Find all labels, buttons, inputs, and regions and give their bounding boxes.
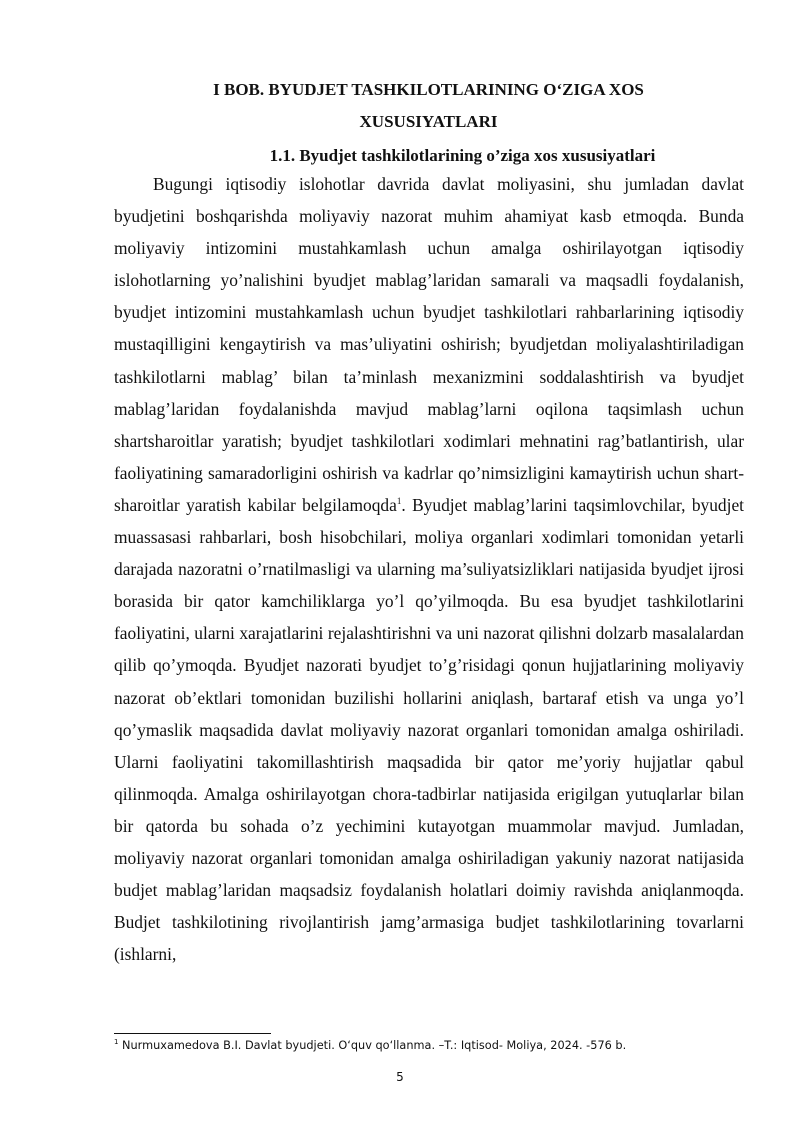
section-title: 1.1. Byudjet tashkilotlarining o’ziga xos xususiyatlari xyxy=(269,146,656,165)
footnote-text: Nurmuxamedova B.I. Davlat byudjeti. O‘quv qo‘llanma. –T.: Iqtisod- Moliya, 2024. -576 b. xyxy=(118,1039,627,1052)
footnote-reference[interactable]: 1 xyxy=(396,496,402,507)
chapter-title-line-2: XUSUSIYATLARI xyxy=(359,112,498,131)
chapter-title-line-1: I BOB. BYUDJET TASHKILOTLARINING O‘ZIGA XOS xyxy=(213,80,644,99)
page-number: 5 xyxy=(396,1070,404,1084)
footnote xyxy=(114,1038,744,1054)
body-text-part-2: . Byudjet mablag’larini taqsimlovchilar, byudjet muassasasi rahbarlari, bosh hisobchilari, moliya organlari xodimlari tomonidan yetarli darajada nazoratni o’rnatilmasligi va ularning ma’suliyatsizliklari natijasida byudjet ijrosi borasida bir qator kamchiliklarga yo’l qo’yilmoqda. Bu esa byudjet tashkilotlarini faoliyatini, ularni xarajatlarini rejalashtirishni va uni nazorat qilishni dolzarb masalalardan qilib qo’ymoqda. Byudjet nazorati byudjet to’g’risidagi qonun hujjatlarining moliyaviy nazorat ob’ektlari tomonidan buzilishi hollarini aniqlash, bartaraf etish va unga yo’l qo’ymaslik maqsadida davlat moliyaviy nazorat organlari tomonidan amalga oshiriladi. Ularni faoliyatini takomillashtirish maqsadida bir qator me’yoriy hujjatlar qabul qilinmoqda. Amalga oshirilayotgan chora-tadbirlar natijasida erigilgan yutuqlarlar bilan bir qatorda bu sohada o’z yechimini kutayotgan muammolar mavjud. Jumladan, moliyaviy nazorat organlari tomonidan amalga oshiriladigan yakuniy nazorat natijasida budjet mablag’laridan maqsadsiz foydalanish holatlari doimiy ravishda aniqlanmoqda. Budjet tashkilotining rivojlantirish jamg’armasiga budjet tashkilotlarining tovarlarni (ishlarni, xyxy=(114,494,744,965)
body-text-part-1: Bugungi iqtisodiy islohotlar davrida davlat moliyasini, shu jumladan davlat byudjetini boshqarishda moliyaviy nazorat muhim ahamiyat kasb etmoqda. Bunda moliyaviy intizomini mustahkamlash uchun amalga oshirilayotgan iqtisodiy islohotlarning yo’nalishini byudjet mablag’laridan samarali va maqsadli foydalanish, byudjet intizomini mustahkamlash uchun byudjet tashkilotlari rahbarlarining iqtisodiy mustaqilligini kengaytirish va mas’uliyatini oshirish; byudjetdan moliyalashtiriladigan tashkilotlarni mablag’ bilan ta’minlash mexanizmini soddalashtirish va byudjet mablag’laridan foydalanishda mavjud mablag’larni oqilona taqsimlash uchun shartsharoitlar yaratish; byudjet tashkilotlari xodimlari mehnatini rag’batlantirish, ular faoliyatining samaradorligini oshirish va kadrlar qo’nimsizligini kamaytirish uchun shart-sharoitlar yaratish kabilar belgilamoqda xyxy=(114,174,744,515)
chapter-title xyxy=(112,74,745,138)
body-paragraph xyxy=(114,168,744,970)
footnote-mark: 1 xyxy=(114,1038,119,1047)
footnote-separator xyxy=(114,1033,271,1034)
